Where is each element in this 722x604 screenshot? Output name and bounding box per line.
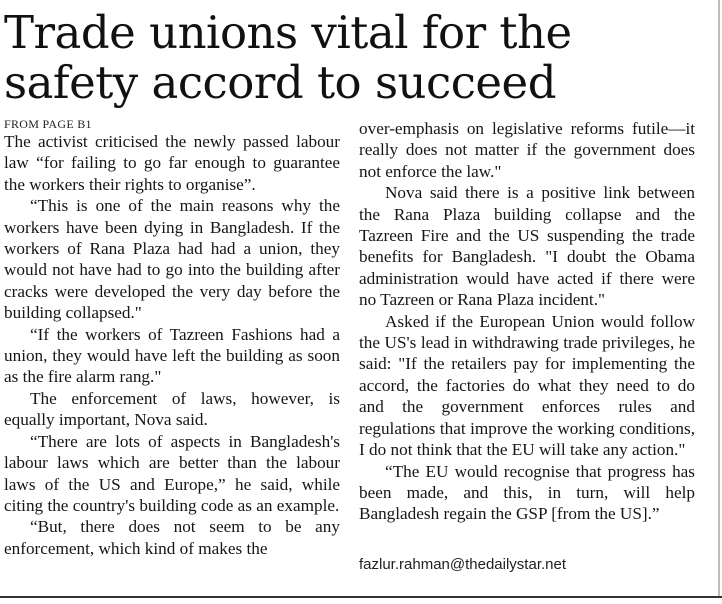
author-email: fazlur.rahman@thedailystar.net — [359, 556, 567, 573]
right-column — [359, 118, 695, 525]
paragraph: “The EU would recognise that progress has been made, and this, in turn, will help Bangladesh regain the GSP [from the US].” — [359, 461, 695, 524]
paragraph: “This is one of the main reasons why the workers have been dying in Bangladesh. If the workers of Rana Plaza had had a union, they would not have had to go into the building after cracks were developed the very day before the building collapsed." — [4, 196, 340, 323]
dateline: FROM PAGE B1 — [4, 117, 92, 131]
paragraph: The activist criticised the newly passed labour law “for failing to go far enough to guarantee the workers their rights to organise”. — [4, 132, 340, 194]
paragraph: over-emphasis on legislative reforms futile—it really does not matter if the government does not enforce the law." — [359, 119, 695, 181]
headline: Trade unions vital for the safety accord to succeed — [4, 6, 572, 109]
paragraph: Nova said there is a positive link between the Rana Plaza building collapse and the Tazreen Fire and the US suspending the trade benefits for Bangladesh. "I doubt the Obama administration would have acted if there were no Tazreen or Rana Plaza incident." — [359, 183, 695, 310]
paragraph: “But, there does not seem to be any enforcement, which kind of makes the — [4, 517, 340, 558]
paragraph: “If the workers of Tazreen Fashions had a union, they would have left the building as soon as the fire alarm rang." — [4, 324, 340, 387]
left-column — [4, 117, 340, 559]
bottom-rule — [0, 596, 722, 598]
paragraph: Asked if the European Union would follow the US's lead in withdrawing trade privileges, he said: "If the retailers pay for implementing the accord, the factories do what they need to do and the government enforces rules and regulations that improve the working conditions, I do not think that the EU will take any action." — [359, 311, 695, 460]
paragraph: The enforcement of laws, however, is equally important, Nova said. — [4, 388, 340, 430]
column-divider — [718, 0, 720, 596]
paragraph: “There are lots of aspects in Bangladesh's labour laws which are better than the labour laws of the US and Europe,” he said, while citing the country's building code as an example. — [4, 431, 340, 515]
